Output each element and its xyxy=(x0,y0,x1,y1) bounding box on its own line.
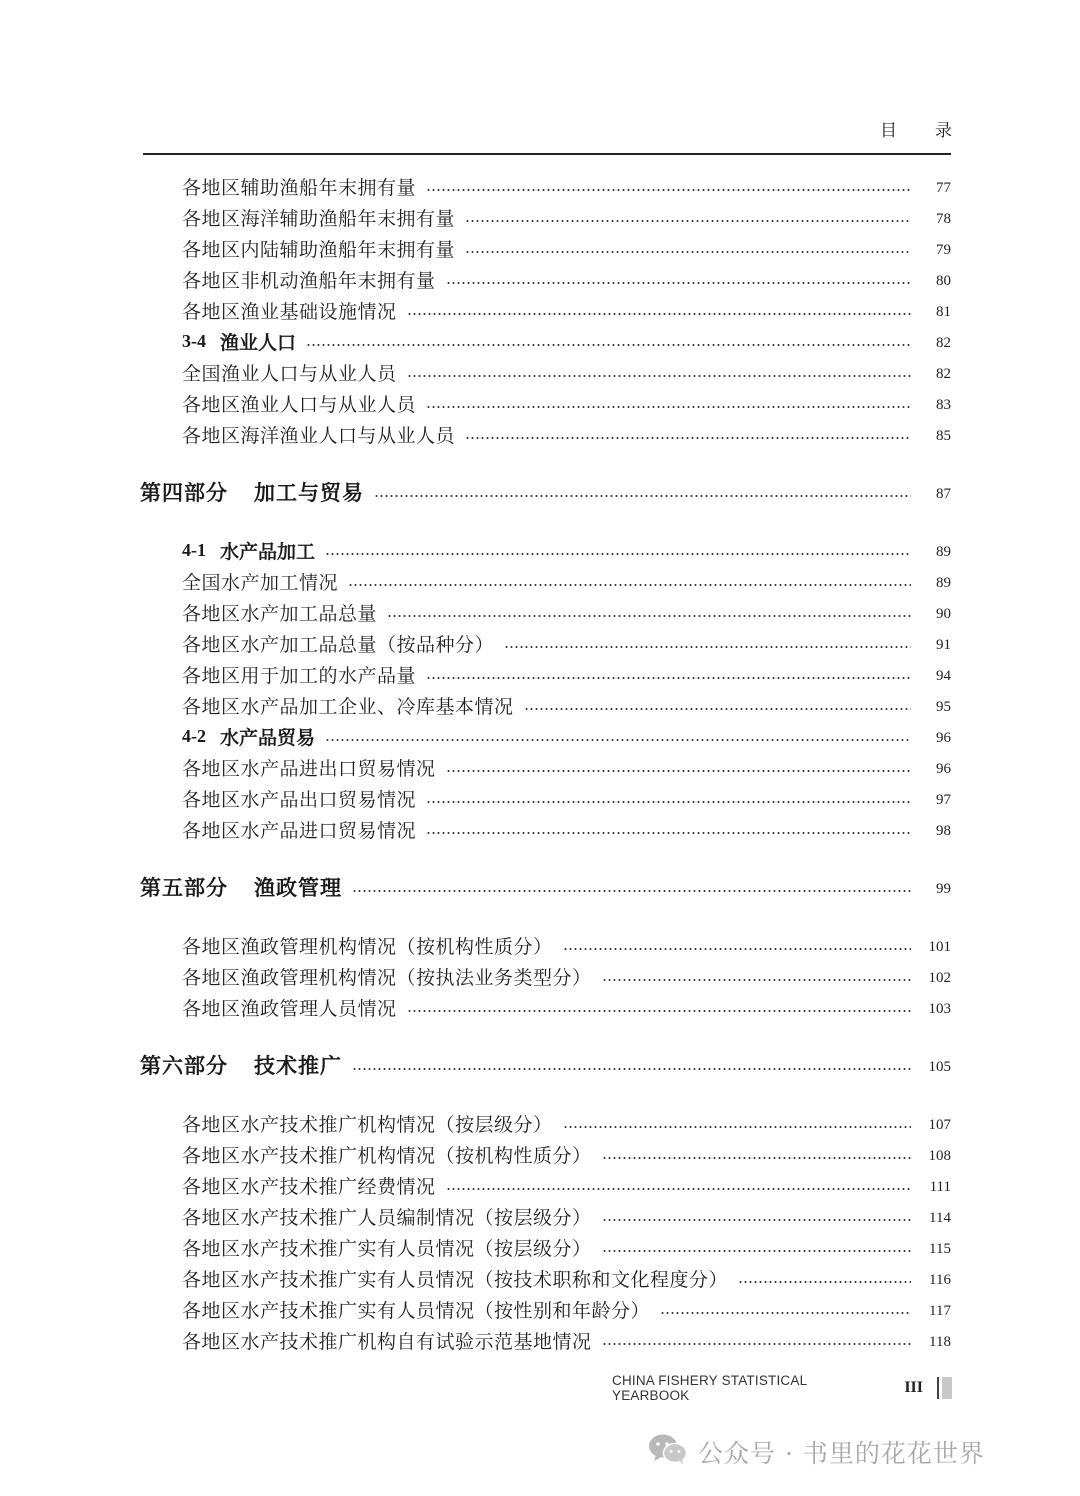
toc-entry-page: 83 xyxy=(936,396,951,413)
dot-leader xyxy=(352,890,911,892)
dot-leader xyxy=(602,979,911,981)
dot-leader xyxy=(387,615,911,617)
toc-entry-page: 80 xyxy=(936,272,951,289)
toc-entry-title: 各地区水产技术推广机构情况（按机构性质分） xyxy=(182,1144,592,1167)
toc-entry-title: 各地区水产技术推广机构自有试验示范基地情况 xyxy=(182,1330,592,1353)
toc-entry-title: 各地区非机动渔船年末拥有量 xyxy=(182,269,436,292)
section-title: 水产品贸易 xyxy=(220,726,316,749)
toc-entry-title: 各地区水产加工品总量（按品种分） xyxy=(182,633,495,656)
toc-entry-page: 103 xyxy=(928,1000,951,1017)
section-title: 渔业人口 xyxy=(220,331,297,354)
toc-entry-page: 101 xyxy=(928,938,951,955)
toc-entry[interactable] xyxy=(182,630,951,656)
toc-entry[interactable] xyxy=(182,1296,951,1322)
page-header-title xyxy=(880,116,952,141)
toc-entry[interactable] xyxy=(182,1172,951,1198)
dot-leader xyxy=(563,1126,911,1128)
dot-leader xyxy=(325,739,911,741)
dot-leader xyxy=(426,801,911,803)
part-title: 渔政管理 xyxy=(254,875,342,900)
toc-entry-title: 各地区辅助渔船年末拥有量 xyxy=(182,176,417,199)
toc-entry-page: 117 xyxy=(929,1302,951,1319)
dot-leader xyxy=(348,584,911,586)
dot-leader xyxy=(446,1188,911,1190)
toc-entry-title: 各地区海洋辅助渔船年末拥有量 xyxy=(182,207,456,230)
dot-leader xyxy=(465,437,911,439)
toc-entry-page: 95 xyxy=(936,698,951,715)
toc-entry-page: 105 xyxy=(928,1058,951,1075)
dot-leader xyxy=(602,1343,911,1345)
dot-leader xyxy=(407,1010,911,1012)
toc-entry[interactable] xyxy=(182,297,951,323)
toc-entry-page: 87 xyxy=(936,485,951,502)
dot-leader xyxy=(426,677,911,679)
toc-entry-page: 114 xyxy=(929,1209,951,1226)
dot-leader xyxy=(446,282,911,284)
part-number: 第六部分 xyxy=(140,1053,228,1078)
toc-entry-page: 96 xyxy=(936,729,951,746)
toc-entry-title: 全国渔业人口与从业人员 xyxy=(182,362,397,385)
toc-entry[interactable] xyxy=(182,754,951,780)
toc-entry-page: 82 xyxy=(936,365,951,382)
toc-entry-page: 79 xyxy=(936,241,951,258)
toc-entry[interactable] xyxy=(182,963,951,989)
toc-entry-title: 各地区水产技术推广实有人员情况（按技术职称和文化程度分） xyxy=(182,1268,729,1291)
dot-leader xyxy=(738,1281,911,1283)
toc-entry-page: 107 xyxy=(928,1116,951,1133)
toc-entry[interactable] xyxy=(182,692,951,718)
toc-entry-page: 108 xyxy=(928,1147,951,1164)
dot-leader xyxy=(446,770,911,772)
dot-leader xyxy=(352,1068,911,1070)
toc-entry-title: 各地区水产品加工企业、冷库基本情况 xyxy=(182,695,514,718)
toc-entry-page: 94 xyxy=(936,667,951,684)
toc-entry-title: 各地区水产加工品总量 xyxy=(182,602,378,625)
footer-page-number: III xyxy=(904,1379,923,1396)
toc-entry[interactable] xyxy=(182,932,951,958)
header-rule xyxy=(143,153,951,155)
toc-section-3-4[interactable] xyxy=(182,328,951,354)
toc-entry[interactable] xyxy=(182,1327,951,1353)
watermark xyxy=(648,1432,985,1472)
dot-leader xyxy=(602,1250,911,1252)
footer-thumb-tab xyxy=(937,1377,952,1399)
toc-entry-title: 各地区用于加工的水产品量 xyxy=(182,664,417,687)
section-number: 4-2 xyxy=(182,725,206,746)
section-number: 3-4 xyxy=(182,330,206,351)
toc-entry[interactable] xyxy=(182,235,951,261)
toc-entry-title: 各地区水产技术推广实有人员情况（按层级分） xyxy=(182,1237,592,1260)
toc-entry-page: 89 xyxy=(936,543,951,560)
toc-entry[interactable] xyxy=(182,266,951,292)
toc-entry[interactable] xyxy=(182,1265,951,1291)
header-char-1: 目 xyxy=(880,121,897,141)
part-title: 加工与贸易 xyxy=(254,480,364,505)
part-number: 第四部分 xyxy=(140,480,228,505)
dot-leader xyxy=(602,1219,911,1221)
toc-entry[interactable] xyxy=(182,359,951,385)
toc-entry[interactable] xyxy=(182,568,951,594)
toc-entry[interactable] xyxy=(182,1110,951,1136)
dot-leader xyxy=(306,344,911,346)
toc-section-4-2[interactable] xyxy=(182,723,951,749)
toc-entry-title: 各地区水产品出口贸易情况 xyxy=(182,788,417,811)
toc-entry-page: 111 xyxy=(929,1178,951,1195)
toc-entry-page: 116 xyxy=(929,1271,951,1288)
toc-entry-page: 89 xyxy=(936,574,951,591)
dot-leader xyxy=(325,553,911,555)
toc-entry-page: 82 xyxy=(936,334,951,351)
toc-entry-title: 各地区水产技术推广人员编制情况（按层级分） xyxy=(182,1206,592,1229)
section-title: 水产品加工 xyxy=(220,540,316,563)
toc-entry-title: 各地区水产技术推广实有人员情况（按性别和年龄分） xyxy=(182,1299,651,1322)
dot-leader xyxy=(426,406,911,408)
dot-leader xyxy=(660,1312,911,1314)
toc-entry[interactable] xyxy=(182,1203,951,1229)
toc-entry[interactable] xyxy=(182,599,951,625)
toc-part-5[interactable] xyxy=(140,872,951,902)
header-char-2: 录 xyxy=(935,121,952,141)
dot-leader xyxy=(426,832,911,834)
part-number: 第五部分 xyxy=(140,875,228,900)
toc-entry-page: 81 xyxy=(936,303,951,320)
toc-entry-page: 98 xyxy=(936,822,951,839)
toc-entry[interactable] xyxy=(182,421,951,447)
dot-leader xyxy=(602,1157,911,1159)
dot-leader xyxy=(524,708,911,710)
dot-leader xyxy=(563,948,911,950)
toc-entry-page: 77 xyxy=(936,179,951,196)
section-number: 4-1 xyxy=(182,539,206,560)
toc-entry-page: 78 xyxy=(936,210,951,227)
toc-entry-title: 各地区渔政管理人员情况 xyxy=(182,997,397,1020)
toc-entry-page: 99 xyxy=(936,880,951,897)
toc-entry-title: 各地区水产品进出口贸易情况 xyxy=(182,757,436,780)
toc-entry-title: 各地区水产技术推广机构情况（按层级分） xyxy=(182,1113,553,1136)
toc-entry-title: 各地区渔政管理机构情况（按执法业务类型分） xyxy=(182,966,592,989)
toc-entry-title: 全国水产加工情况 xyxy=(182,571,339,594)
toc-entry[interactable] xyxy=(182,994,951,1020)
watermark-text: 公众号 · 书里的花花世界 xyxy=(698,1439,985,1468)
toc-entry-page: 96 xyxy=(936,760,951,777)
toc-entry-page: 91 xyxy=(936,636,951,653)
wechat-icon xyxy=(648,1432,688,1472)
dot-leader xyxy=(426,189,911,191)
toc-entry[interactable] xyxy=(182,173,951,199)
toc-entry-page: 90 xyxy=(936,605,951,622)
toc-entry-title: 各地区水产品进口贸易情况 xyxy=(182,819,417,842)
toc-entry-title: 各地区海洋渔业人口与从业人员 xyxy=(182,424,456,447)
dot-leader xyxy=(407,375,911,377)
dot-leader xyxy=(407,313,911,315)
toc-entry-page: 85 xyxy=(936,427,951,444)
toc-entry[interactable] xyxy=(182,204,951,230)
toc-part-4[interactable] xyxy=(140,477,951,507)
toc-entry[interactable] xyxy=(182,816,951,842)
toc-entry-page: 102 xyxy=(928,969,951,986)
footer-bar-light xyxy=(942,1377,952,1399)
dot-leader xyxy=(504,646,911,648)
toc-entry[interactable] xyxy=(182,1141,951,1167)
toc-part-6[interactable] xyxy=(140,1050,951,1080)
toc-entry-title: 各地区渔政管理机构情况（按机构性质分） xyxy=(182,935,553,958)
part-title: 技术推广 xyxy=(254,1053,342,1078)
toc-entry-title: 各地区渔业人口与从业人员 xyxy=(182,393,417,416)
toc-entry-title: 各地区内陆辅助渔船年末拥有量 xyxy=(182,238,456,261)
dot-leader xyxy=(465,220,911,222)
toc-section-4-1[interactable] xyxy=(182,537,951,563)
toc-entry[interactable] xyxy=(182,785,951,811)
toc-entry[interactable] xyxy=(182,1234,951,1260)
toc-entry-page: 97 xyxy=(936,791,951,808)
page-footer xyxy=(612,1373,952,1403)
dot-leader xyxy=(374,495,911,497)
toc-entry-title: 各地区渔业基础设施情况 xyxy=(182,300,397,323)
toc-entry[interactable] xyxy=(182,661,951,687)
dot-leader xyxy=(465,251,911,253)
toc-entry-title: 各地区水产技术推广经费情况 xyxy=(182,1175,436,1198)
footer-book-title: CHINA FISHERY STATISTICAL YEARBOOK xyxy=(612,1373,807,1403)
toc-entry[interactable] xyxy=(182,390,951,416)
footer-bar-dark xyxy=(937,1377,939,1399)
toc-entry-page: 118 xyxy=(929,1333,951,1350)
toc-entry-page: 115 xyxy=(929,1240,951,1257)
